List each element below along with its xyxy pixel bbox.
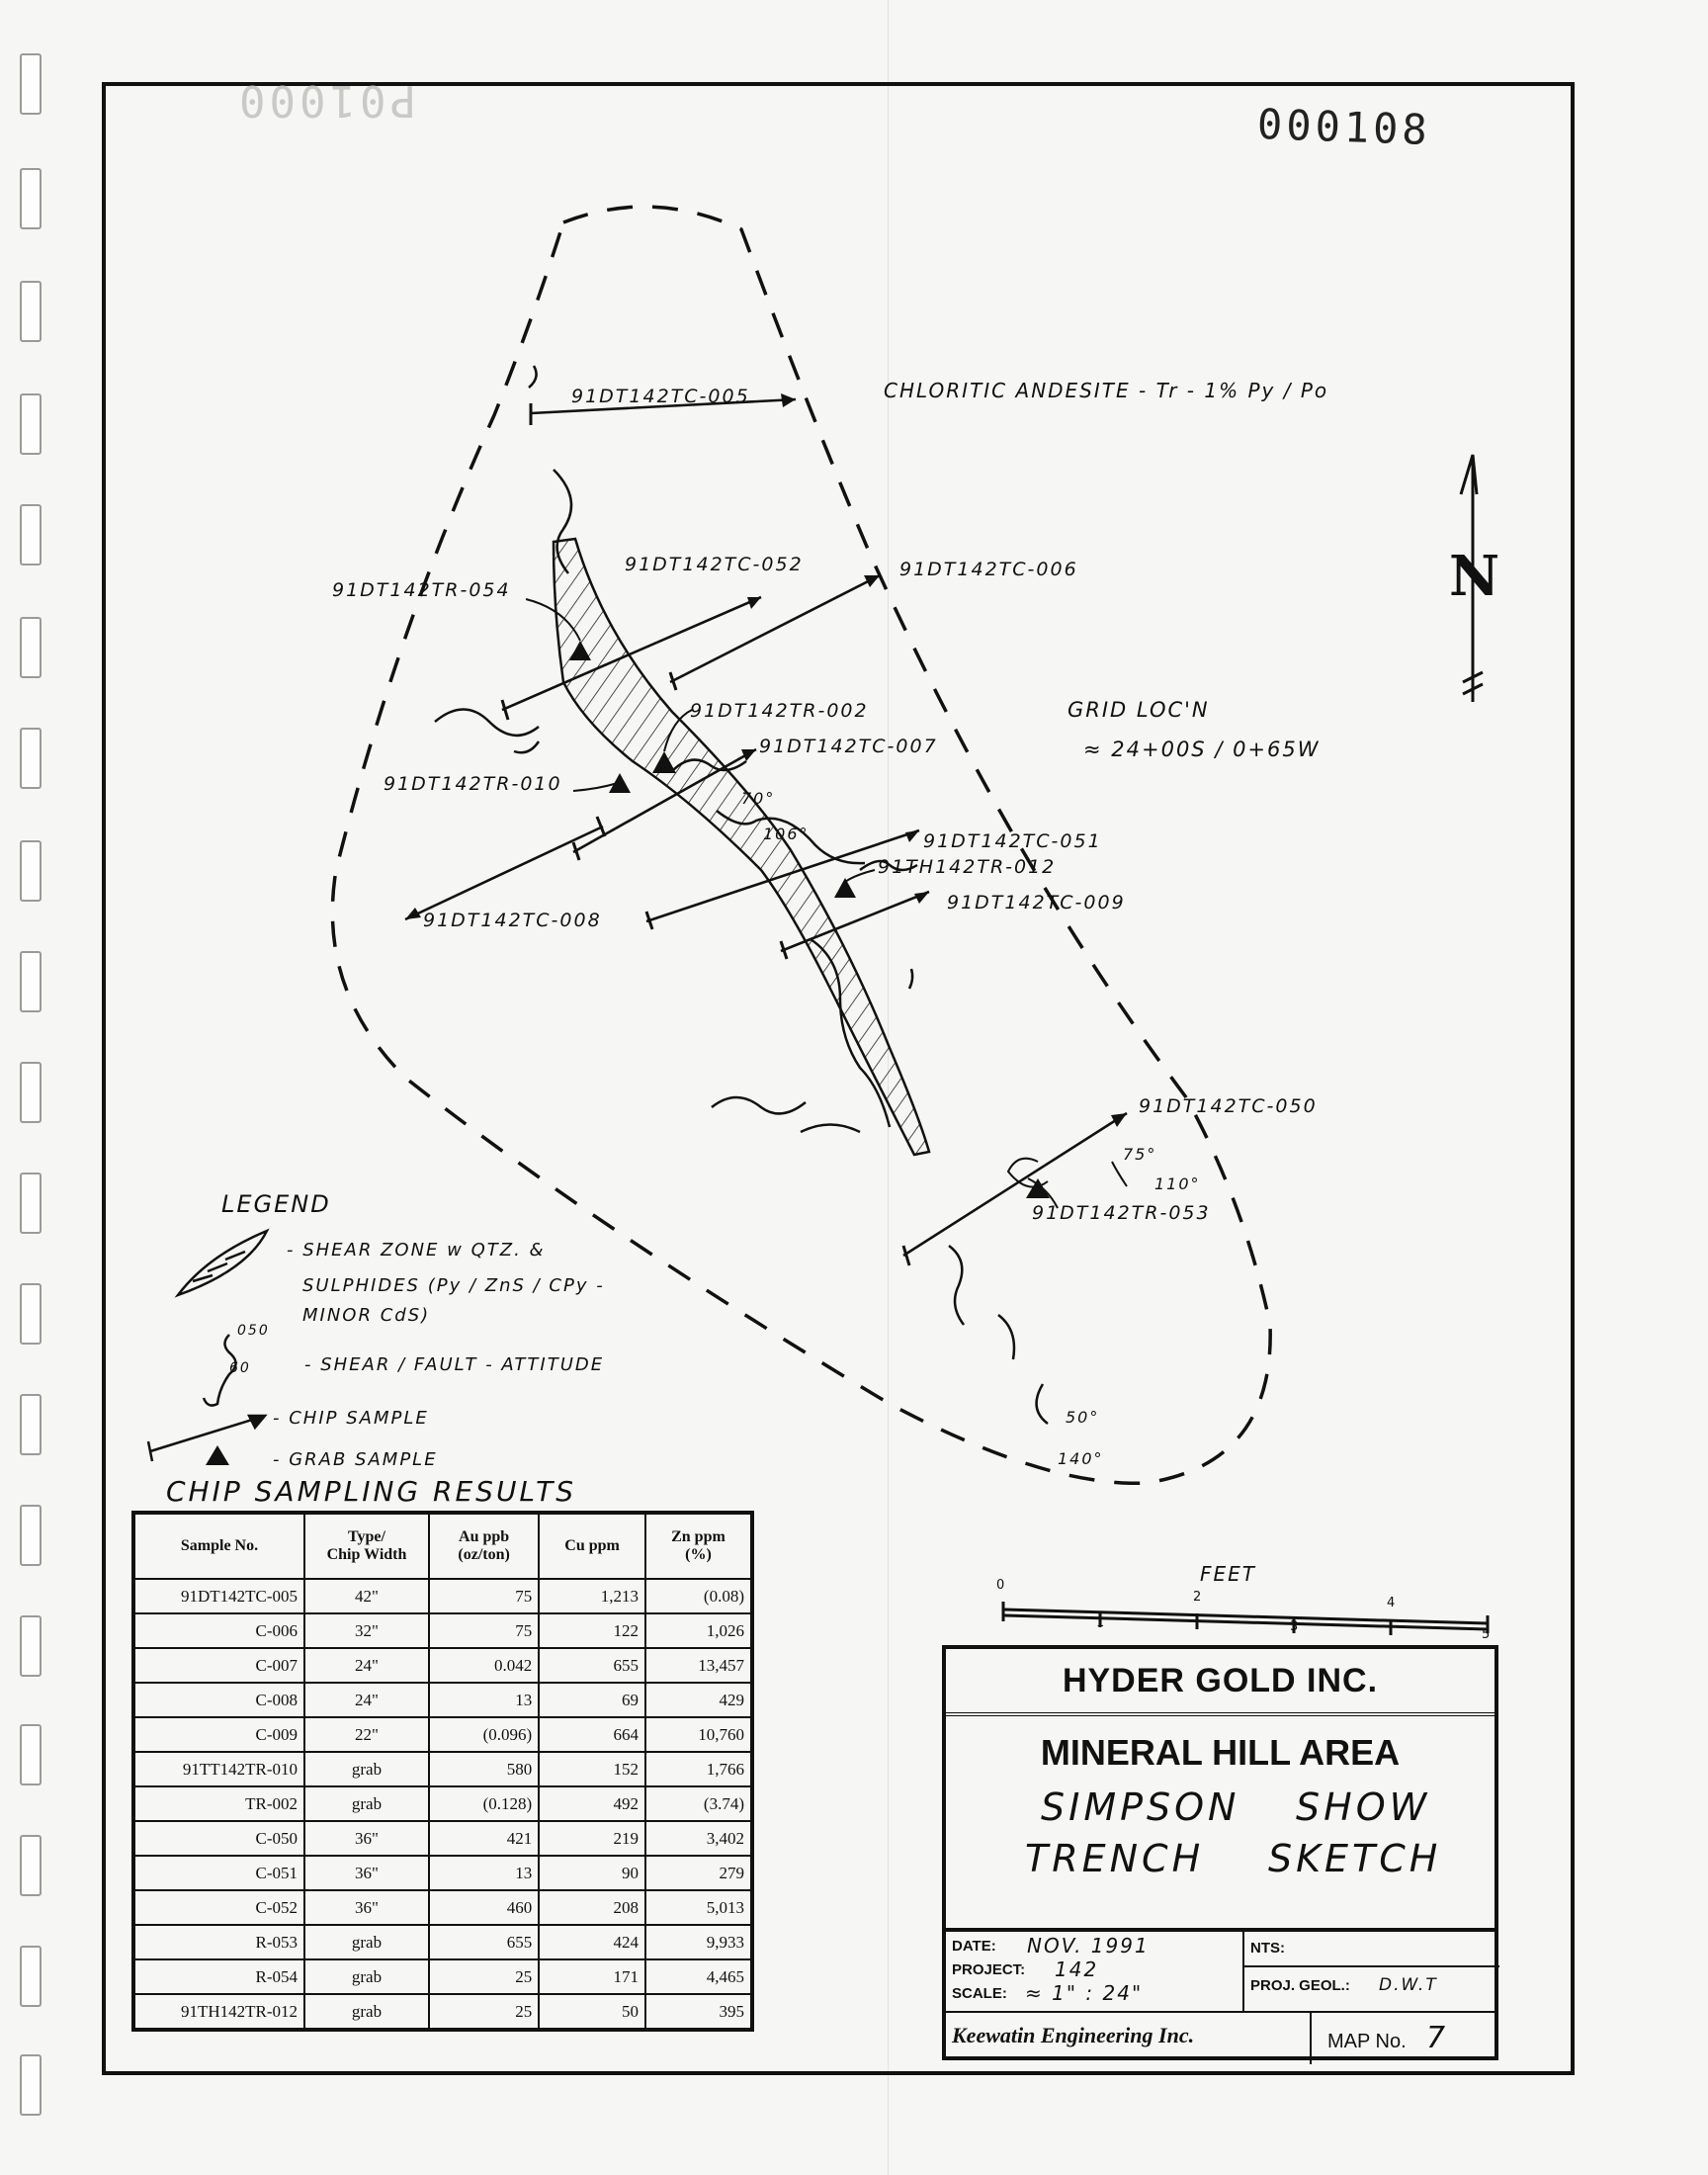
results-table-title: CHIP SAMPLING RESULTS xyxy=(166,1475,577,1508)
column-header-sample: Sample No. xyxy=(133,1513,304,1579)
company-name: HYDER GOLD INC. xyxy=(946,1649,1494,1716)
title-block-details xyxy=(946,1928,1494,2064)
table-row: C-051 36" 13 90 279 xyxy=(133,1856,752,1890)
date-value: NOV. 1991 xyxy=(1027,1934,1150,1958)
table-row: C-009 22" (0.096) 664 10,760 xyxy=(133,1717,752,1752)
legend-grab-icon xyxy=(206,1445,229,1465)
sample-label-tc051: 91DT142TC-051 xyxy=(923,830,1102,852)
title-block xyxy=(942,1645,1498,2060)
table-row: 91DT142TC-005 42" 75 1,213 (0.08) xyxy=(133,1579,752,1613)
column-header-zn: Zn ppm (%) xyxy=(645,1513,752,1579)
table-row: 91TT142TR-010 grab 580 152 1,766 xyxy=(133,1752,752,1786)
table-row: C-050 36" 421 219 3,402 xyxy=(133,1821,752,1856)
page-number: 000108 xyxy=(1256,99,1432,155)
sample-label-tr053: 91DT142TR-053 xyxy=(1032,1202,1211,1224)
table-row: R-054 grab 25 171 4,465 xyxy=(133,1959,752,1994)
chip-sampling-results-table xyxy=(131,1511,754,2032)
scale-tick-label: 4 xyxy=(1387,1596,1396,1610)
column-header-type: Type/ Chip Width xyxy=(304,1513,429,1579)
sample-label-tc050: 91DT142TC-050 xyxy=(1139,1095,1318,1117)
table-row: R-053 grab 655 424 9,933 xyxy=(133,1925,752,1959)
legend-shear-zone-text-2: SULPHIDES (Py / ZnS / CPy - xyxy=(302,1275,605,1296)
sample-label-tr010: 91DT142TR-010 xyxy=(384,773,562,795)
legend-attitude-number-top: 050 xyxy=(237,1323,270,1339)
sample-label-tc007: 91DT142TC-007 xyxy=(759,736,938,757)
attitude-75: 75° xyxy=(1123,1145,1157,1164)
legend-chip-text: - CHIP SAMPLE xyxy=(273,1408,429,1429)
legend-shear-zone-text-3: MINOR CdS) xyxy=(302,1305,431,1326)
attitude-110: 110° xyxy=(1154,1174,1201,1193)
table-header-row xyxy=(133,1513,752,1579)
table-row: TR-002 grab (0.128) 492 (3.74) xyxy=(133,1786,752,1821)
map-number-value: 7 xyxy=(1426,2021,1448,2055)
proj-geol-label: PROJ. GEOL.: xyxy=(1250,1977,1350,1994)
legend-shear-zone-icon xyxy=(178,1231,267,1295)
sample-label-tr002: 91DT142TR-002 xyxy=(690,700,869,722)
faint-page-number: P01000 xyxy=(235,75,416,126)
grid-location-label: GRID LOC'N xyxy=(1068,698,1210,722)
scale-tick-label: 1 xyxy=(1096,1615,1105,1630)
chip-sample-tc006 xyxy=(670,575,880,682)
engineering-firm: Keewatin Engineering Inc. xyxy=(952,2023,1195,2047)
date-label: DATE: xyxy=(952,1938,996,1955)
sample-label-tc052: 91DT142TC-052 xyxy=(625,554,804,575)
column-header-au: Au ppb (oz/ton) xyxy=(429,1513,539,1579)
grid-location-value: ≈ 24+00S / 0+65W xyxy=(1083,738,1321,761)
project-value: 142 xyxy=(1055,1958,1099,1981)
title-sketch: SKETCH xyxy=(1268,1837,1442,1880)
scale-tick-label: 0 xyxy=(996,1578,1005,1593)
legend-title: LEGEND xyxy=(221,1190,331,1218)
area-name: MINERAL HILL AREA xyxy=(1040,1732,1401,1773)
column-header-cu: Cu ppm xyxy=(539,1513,645,1579)
legend-shear-zone-text-1: - SHEAR ZONE w QTZ. & xyxy=(287,1240,546,1261)
chip-sample-tc008 xyxy=(405,826,603,919)
attitude-50: 50° xyxy=(1066,1408,1100,1427)
attitude-70: 70° xyxy=(741,789,776,808)
table-row: 91TH142TR-012 grab 25 50 395 xyxy=(133,1994,752,2030)
title-simpson: SIMPSON xyxy=(1041,1785,1240,1829)
legend-attitude-text: - SHEAR / FAULT - ATTITUDE xyxy=(304,1354,605,1375)
map-number-label: MAP No. xyxy=(1327,2031,1407,2052)
sample-label-tr054: 91DT142TR-054 xyxy=(332,579,511,601)
lithology-label: CHLORITIC ANDESITE - Tr - 1% Py / Po xyxy=(884,379,1329,402)
table-row: C-008 24" 13 69 429 xyxy=(133,1683,752,1717)
project-label: PROJECT: xyxy=(952,1961,1026,1978)
legend-grab-text: - GRAB SAMPLE xyxy=(273,1449,438,1470)
scale-bar xyxy=(1003,1602,1488,1635)
proj-geol-value: D.W.T xyxy=(1379,1975,1438,1995)
scale-tick-label: 5 xyxy=(1482,1627,1491,1642)
title-show: SHOW xyxy=(1296,1785,1431,1829)
grab-sample-tr010 xyxy=(609,773,631,793)
attitude-140: 140° xyxy=(1058,1449,1104,1468)
table-row: C-007 24" 0.042 655 13,457 xyxy=(133,1648,752,1683)
chip-sample-tc050 xyxy=(903,1113,1127,1256)
table-row: C-052 36" 460 208 5,013 xyxy=(133,1890,752,1925)
sample-label-tc006: 91DT142TC-006 xyxy=(899,559,1078,580)
attitude-106: 106° xyxy=(763,825,810,843)
title-trench: TRENCH xyxy=(1025,1837,1205,1880)
sample-label-tc005: 91DT142TC-005 xyxy=(571,386,750,407)
nts-label: NTS: xyxy=(1250,1940,1285,1957)
sample-label-tr012: 91TH142TR-012 xyxy=(878,856,1057,878)
legend-attitude-number-bottom: 60 xyxy=(229,1360,251,1376)
scale-value: ≈ 1" : 24" xyxy=(1025,1981,1144,2005)
table-row: C-006 32" 75 122 1,026 xyxy=(133,1613,752,1648)
sample-label-tc008: 91DT142TC-008 xyxy=(423,910,602,931)
scale-label: SCALE: xyxy=(952,1985,1007,2002)
legend-chip-icon xyxy=(148,1416,265,1461)
north-label: N xyxy=(1449,544,1500,609)
scale-tick-label: 2 xyxy=(1193,1590,1202,1605)
sample-label-tc009: 91DT142TC-009 xyxy=(947,892,1126,914)
scale-tick-label: 3 xyxy=(1290,1619,1299,1634)
scale-bar-title: FEET xyxy=(1200,1562,1256,1586)
